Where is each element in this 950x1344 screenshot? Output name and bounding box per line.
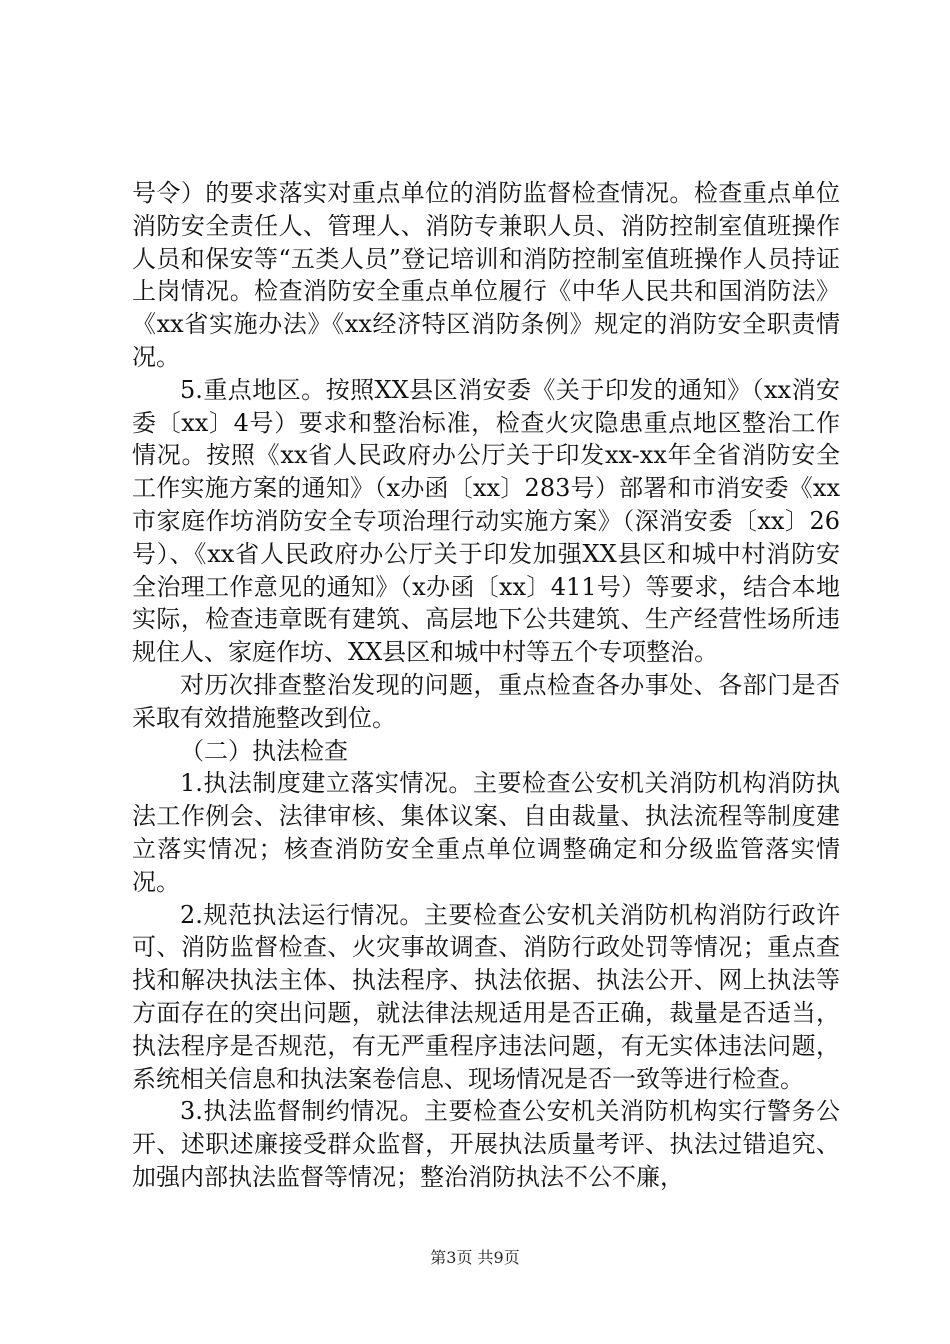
paragraph-key-units-continued: 号令）的要求落实对重点单位的消防监督检查情况。检查重点单位消防安全责任人、管理人、消防专兼职人员、消防控制室值班操作人员和保安等“五类人员”登记培训和消防控制室值班操作人员持证上岗情况。检查消防安全重点单位履行《中华人民共和国消防法》《xx省实施办法》《xx经济特区消防条例》规定的消防安全职责情况。 [132, 179, 840, 371]
section-heading-law-enforcement: （二）执法检查 [180, 736, 348, 765]
document-body [132, 177, 840, 1194]
paragraph-key-areas: 5.重点地区。按照XX县区消安委《关于印发的通知》（xx消安委〔xx〕4号）要求和整治标准，检查火灾隐患重点地区整治工作情况。按照《xx省人民政府办公厅关于印发xx-xx年全省消防安全工作实施方案的通知》（x办函〔xx〕283号）部署和市消安委《xx市家庭作坊消防安全专项治理行动实施方案》（深消安委〔xx〕26号）、《xx省人民政府办公厅关于印发加强XX县区和城中村消防安全治理工作意见的通知》（x办函〔xx〕411号）等要求，结合本地实际，检查违章既有建筑、高层地下公共建筑、生产经营性场所违规住人、家庭作坊、XX县区和城中村等五个专项整治。 [132, 375, 840, 667]
paragraph-rectification: 对历次排查整治发现的问题，重点检查各办事处、各部门是否采取有效措施整改到位。 [132, 670, 840, 732]
paragraph-standard-enforcement: 2.规范执法运行情况。主要检查公安机关消防机构消防行政许可、消防监督检查、火灾事故调查、消防行政处罚等情况；重点查找和解决执法主体、执法程序、执法依据、执法公开、网上执法等方面存在的突出问题，就法律法规适用是否正确，裁量是否适当，执法程序是否规范，有无严重程序违法问题，有无实体违法问题，系统相关信息和执法案卷信息、现场情况是否一致等进行检查。 [132, 900, 840, 1093]
paragraph-enforcement-system: 1.执法制度建立落实情况。主要检查公安机关消防机构消防执法工作例会、法律审核、集体议案、自由裁量、执法流程等制度建立落实情况；核查消防安全重点单位调整确定和分级监管落实情况。 [132, 769, 840, 896]
page-footer: 第3页 共9页 [430, 1248, 520, 1267]
paragraph-enforcement-supervision: 3.执法监督制约情况。主要检查公安机关消防机构实行警务公开、述职述廉接受群众监督，开展执法质量考评、执法过错追究、加强内部执法监督等情况；整治消防执法不公不廉， [132, 1097, 840, 1191]
